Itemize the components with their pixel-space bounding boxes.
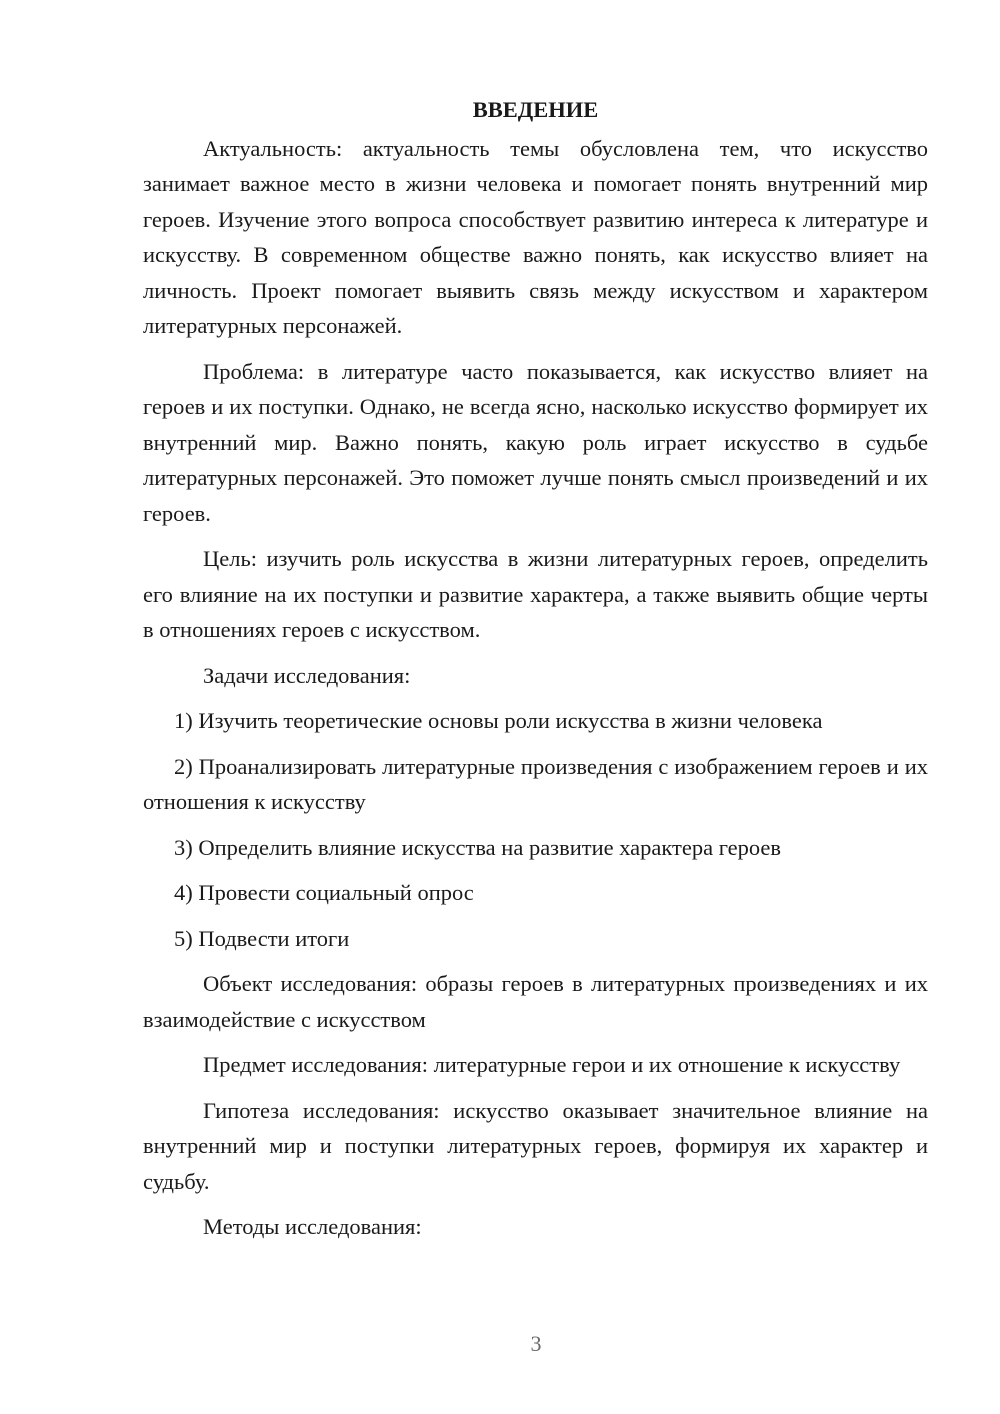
task-item-2: 2) Проанализировать литературные произведения с изображением героев и их отношения к искусству (143, 753, 928, 814)
task-item-1: 1) Изучить теоретические основы роли искусства в жизни человека (174, 708, 823, 733)
section-title: ВВЕДЕНИЕ (472, 97, 599, 122)
page-number: 3 (530, 1331, 542, 1356)
task-item-4: 4) Провести социальный опрос (174, 880, 474, 905)
page-content (143, 92, 928, 1255)
task-item-5: 5) Подвести итоги (174, 925, 350, 951)
relevance-paragraph: Актуальность: актуальность темы обусловлена тем, что искусство занимает важное место в жизни человека и помогает понять внутренний мир героев. Изучение этого вопроса способствует развитию интереса к литературе и искусству. В современном обществе важно понять, как искусство влияет на личность. Проект помогает выявить связь между искусством и характером литературных персонажей. (143, 135, 928, 338)
goal-paragraph: Цель: изучить роль искусства в жизни литературных героев, определить его влияние на их поступки и развитие характера, а также выявить общие черты в отношениях героев с искусством. (143, 546, 928, 642)
hypothesis-paragraph: Гипотеза исследования: искусство оказывает значительное влияние на внутренний мир и поступки литературных героев, формируя их характер и судьбу. (143, 1097, 928, 1194)
object-paragraph: Объект исследования: образы героев в литературных произведениях и их взаимодействие с искусством (143, 971, 928, 1032)
subject-paragraph: Предмет исследования: литературные герои и их отношение к искусству (203, 1052, 901, 1077)
task-item-3: 3) Определить влияние искусства на развитие характера героев (174, 834, 782, 860)
problem-paragraph: Проблема: в литературе часто показывается, как искусство влияет на героев и их поступки. Однако, не всегда ясно, насколько искусство формирует их внутренний мир. Важно понять, какую роль играет искусство в судьбе литературных персонажей. Это поможет лучше понять смысл произведений и их героев. (143, 358, 928, 526)
tasks-heading: Задачи исследования: (203, 662, 411, 688)
methods-heading: Методы исследования: (203, 1214, 422, 1239)
